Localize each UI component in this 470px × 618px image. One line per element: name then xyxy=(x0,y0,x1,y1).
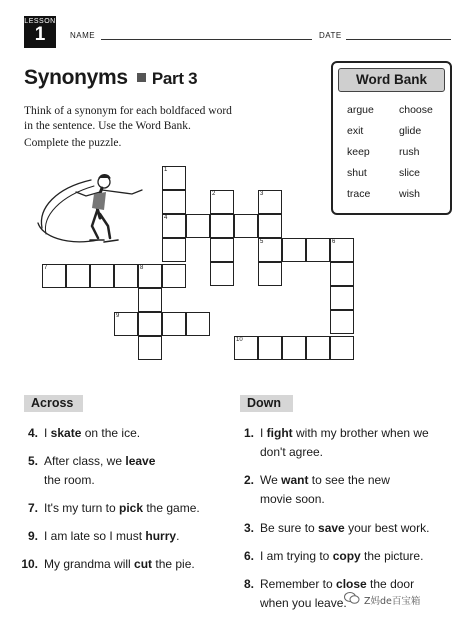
crossword-cell[interactable] xyxy=(234,214,258,238)
lesson-label: LESSON xyxy=(24,18,56,25)
crossword-cell[interactable] xyxy=(282,336,306,360)
clue-number: 9 xyxy=(116,313,120,319)
square-bullet-icon xyxy=(137,73,146,82)
crossword-cell[interactable] xyxy=(330,336,354,360)
word-bank-item: argue xyxy=(347,104,374,116)
word-bank-item: rush xyxy=(399,146,420,158)
instruction-line-3: Complete the puzzle. xyxy=(24,137,122,149)
clue-num: 3. xyxy=(243,521,254,535)
crossword-cell[interactable] xyxy=(162,264,186,288)
crossword-cell[interactable] xyxy=(138,312,162,336)
crossword-cell[interactable] xyxy=(330,286,354,310)
clue-text: Be sure to xyxy=(260,521,319,535)
clue-number: 5 xyxy=(260,239,264,245)
clue-text: to see the new xyxy=(308,473,390,487)
crossword-cell[interactable] xyxy=(162,238,186,262)
clue-text: I xyxy=(260,426,267,440)
clue-num: 5. xyxy=(27,454,38,468)
crossword-cell[interactable] xyxy=(138,264,162,288)
name-label: NAME xyxy=(70,31,96,40)
crossword-cell[interactable] xyxy=(210,262,234,286)
clue-num: 9. xyxy=(27,529,38,543)
clue-number: 4 xyxy=(164,215,168,221)
date-line[interactable] xyxy=(346,39,451,40)
clue-keyword: pick xyxy=(118,501,143,515)
crossword-cell[interactable] xyxy=(306,336,330,360)
crossword-cell[interactable] xyxy=(138,336,162,360)
clue-number: 3 xyxy=(260,191,264,197)
crossword-cell[interactable] xyxy=(66,264,90,288)
wechat-icon xyxy=(344,591,360,605)
clue-num: 1. xyxy=(243,426,254,440)
word-bank-title: Word Bank xyxy=(338,68,445,92)
clue-text: . xyxy=(176,529,180,543)
crossword-cell[interactable] xyxy=(114,264,138,288)
clue-num: 2. xyxy=(243,473,254,487)
crossword-cell[interactable] xyxy=(330,262,354,286)
clue-num: 7. xyxy=(27,501,38,515)
crossword-cell[interactable] xyxy=(210,238,234,262)
clue-text: I am late so I must xyxy=(44,529,146,543)
clue-text: Remember to xyxy=(260,577,337,591)
clue-number: 10 xyxy=(236,337,243,343)
word-bank-item: shut xyxy=(347,167,367,179)
clue-keyword: skate xyxy=(50,426,82,440)
clue-number: 1 xyxy=(164,167,168,173)
crossword-cell[interactable] xyxy=(138,288,162,312)
crossword-cell[interactable] xyxy=(162,166,186,190)
word-bank-item: wish xyxy=(399,188,421,200)
crossword-cell[interactable] xyxy=(258,336,282,360)
crossword-cell[interactable] xyxy=(234,336,258,360)
clue-keyword: cut xyxy=(134,557,153,571)
clue-number: 2 xyxy=(212,191,216,197)
clue-text-line2: movie soon. xyxy=(260,492,325,506)
lesson-badge xyxy=(24,16,56,48)
clue-number: 7 xyxy=(44,265,48,271)
clue-number: 8 xyxy=(140,265,144,271)
clue-text: on the ice. xyxy=(81,426,141,440)
word-bank-item: glide xyxy=(399,125,422,137)
crossword-cell[interactable] xyxy=(210,214,234,238)
clue-text: My grandma will xyxy=(44,557,135,571)
clue-keyword: close xyxy=(336,577,367,591)
name-line[interactable] xyxy=(101,39,312,40)
crossword-cell[interactable] xyxy=(162,214,186,238)
clue-text: It's my turn to xyxy=(44,501,119,515)
clue-text: I am trying to xyxy=(260,549,333,563)
instructions xyxy=(24,104,324,153)
word-bank-list xyxy=(347,103,445,201)
crossword-cell[interactable] xyxy=(186,214,210,238)
crossword-cell[interactable] xyxy=(258,238,282,262)
crossword-cell[interactable] xyxy=(306,238,330,262)
clue-keyword: save xyxy=(318,521,345,535)
crossword-cell[interactable] xyxy=(330,310,354,334)
clue-text: After class, we xyxy=(44,454,126,468)
word-bank-item: exit xyxy=(347,125,364,137)
crossword-cell[interactable] xyxy=(210,190,234,214)
title-main: Synonyms xyxy=(24,66,128,89)
across-heading: Across xyxy=(24,395,83,412)
down-heading: Down xyxy=(240,395,293,412)
crossword-cell[interactable] xyxy=(42,264,66,288)
watermark: Z妈de百宝箱 xyxy=(362,593,422,607)
clue-text: the picture. xyxy=(360,549,424,563)
clue-num: 8. xyxy=(243,577,254,591)
crossword-cell[interactable] xyxy=(114,312,138,336)
clue-text: the game. xyxy=(143,501,200,515)
clue-keyword: fight xyxy=(266,426,293,440)
clue-text: the pie. xyxy=(152,557,195,571)
date-label: DATE xyxy=(319,31,342,40)
crossword-cell[interactable] xyxy=(282,238,306,262)
clue-text: your best work. xyxy=(344,521,430,535)
crossword-cell[interactable] xyxy=(162,312,186,336)
clue-text-line2: when you leave. xyxy=(260,596,347,610)
clue-number: 6 xyxy=(332,239,336,245)
clue-num: 4. xyxy=(27,426,38,440)
word-bank xyxy=(331,61,452,215)
page-title xyxy=(24,66,197,90)
clue-text: with my brother when we xyxy=(292,426,429,440)
clue-num: 10. xyxy=(21,557,38,571)
clue-keyword: leave xyxy=(125,454,156,468)
instruction-line-2: in the sentence. Use the Word Bank. xyxy=(24,120,191,132)
clue-keyword: copy xyxy=(332,549,361,563)
word-bank-item: slice xyxy=(399,167,421,179)
crossword-cell[interactable] xyxy=(162,190,186,214)
word-bank-item: choose xyxy=(399,104,433,116)
clue-text-line2: don't agree. xyxy=(260,445,324,459)
instruction-line-1: Think of a synonym for each boldfaced word xyxy=(24,105,232,117)
lesson-number: 1 xyxy=(34,24,46,45)
word-bank-item: trace xyxy=(347,188,371,200)
crossword-cell[interactable] xyxy=(186,312,210,336)
clue-keyword: want xyxy=(281,473,309,487)
word-bank-item: keep xyxy=(347,146,370,158)
clue-num: 6. xyxy=(243,549,254,563)
crossword-cell[interactable] xyxy=(258,190,282,214)
crossword-cell[interactable] xyxy=(330,238,354,262)
clue-text: the door xyxy=(366,577,415,591)
clue-text: We xyxy=(260,473,282,487)
crossword-cell[interactable] xyxy=(258,214,282,238)
clue-text: I xyxy=(44,426,51,440)
title-part: Part 3 xyxy=(151,69,198,88)
clue-text-line2: the room. xyxy=(44,473,95,487)
clue-keyword: hurry xyxy=(145,529,177,543)
crossword-cell[interactable] xyxy=(258,262,282,286)
skater-illustration xyxy=(36,168,146,250)
crossword-cell[interactable] xyxy=(90,264,114,288)
